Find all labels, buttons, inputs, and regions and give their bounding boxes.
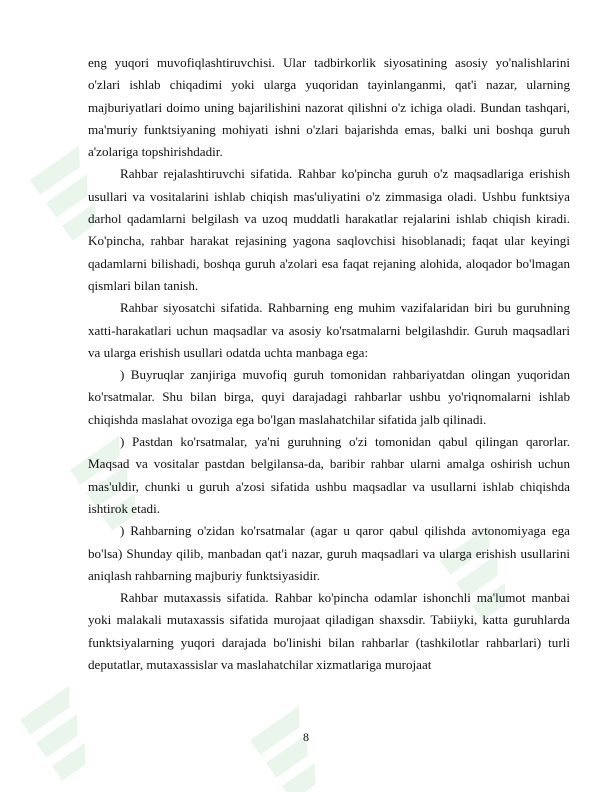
paragraph-planner: Rahbar rejalashtiruvchi sifatida. Rahbar ko'pincha guruh o'z maqsadlariga erishish usullari va vositalarini ishlab chiqish mas'uliyatini o'z zimmasiga oladi. Ushbu funktsiya darhol qadamlarni belgilash va uzoq muddatli harakatlar rejalarini ishlab chiqish kiradi. Ko'pincha, rahbar harakat rejasining yagona saqlovchisi hisoblanadi; faqat ular keyingi qadamlarni bilishadi, boshqa guruh a'zolari esa faqat rejaning alohida, aloqador bo'lmagan qismlari bilan tanish. bbox=[88, 166, 570, 293]
paragraph-policymaker: Rahbar siyosatchi sifatida. Rahbarning eng muhim vazifalaridan biri bu guruhning xatti-harakatlari uchun maqsadlar va asosiy ko'rsatmalarni belgilashdir. Guruh maqsadlari va ularga erishish usullari odatda uchta manbaga ega: bbox=[88, 300, 570, 360]
paragraph-continuation: eng yuqori muvofiqlashtiruvchisi. Ular tadbirkorlik siyosatining asosiy yo'nalishlarini o'zlari ishlab chiqadimi yoki ularga yuqoridan tayinlanganmi, qat'i nazar, ularning majburiyatlari doimo uning bajarilishini nazorat qilishni o'z ichiga oladi. Bundan tashqari, ma'muriy funktsiyaning mohiyati ishni o'zlari bajarishda emas, balki uni boshqa guruh a'zolariga topshirishdadir. bbox=[88, 55, 570, 160]
document-body bbox=[88, 52, 570, 676]
paragraph-expert: Rahbar mutaxassis sifatida. Rahbar ko'pincha odamlar ishonchli ma'lumot manbai yoki malakali mutaxassis sifatida murojaat qiladigan shaxsdir. Tabiiyki, katta guruhlarda funktsiyalarning yuqori darajada bo'linishi bilan rahbarlar (tashkilotlar rahbarlari) turli deputatlar, mutaxassislar va maslahatchilar xizmatlariga murojaat bbox=[88, 590, 570, 673]
paragraph-source-leader: ) Rahbarning o'zidan ko'rsatmalar (agar u qaror qabul qilishda avtonomiyaga ega bo'lsa) Shunday qilib, manbadan qat'i nazar, guruh maqsadlari va ularga erishish usullarini aniqlash rahbarning majburiy funktsiyasidir. bbox=[88, 523, 570, 583]
paragraph-source-above: ) Buyruqlar zanjiriga muvofiq guruh tomonidan rahbariyatdan olingan yuqoridan ko'rsatmalar. Shu bilan birga, quyi darajadagi rahbarlar ushbu yo'riqnomalarni ishlab chiqishda maslahat ovoziga ega bo'lgan maslahatchilar sifatida jalb qilinadi. bbox=[88, 367, 570, 427]
page-number: 8 bbox=[303, 730, 309, 744]
paragraph-source-below: ) Pastdan ko'rsatmalar, ya'ni guruhning o'zi tomonidan qabul qilingan qarorlar. Maqsad va vositalar pastdan belgilansa-da, baribir rahbar ularni amalga oshirish uchun mas'uldir, chunki u guruh a'zosi sifatida ushbu maqsadlar va usullarni ishlab chiqishda ishtirok etadi. bbox=[88, 434, 570, 516]
